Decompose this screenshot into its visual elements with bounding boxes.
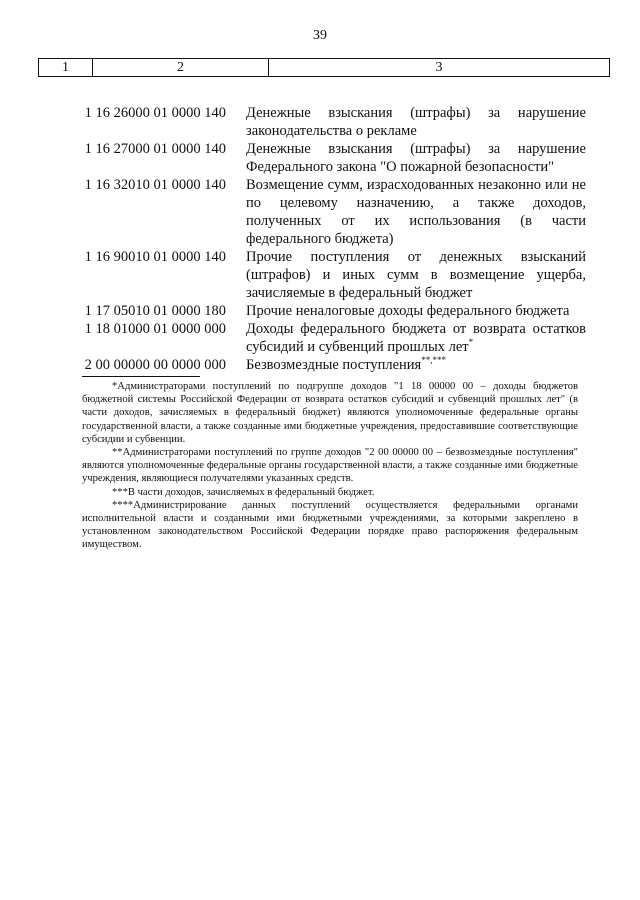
table-row <box>0 356 640 374</box>
revenue-description: Денежные взыскания (штрафы) за нарушение Федерального закона "О пожарной безопасности" <box>246 141 586 175</box>
revenue-code: 2 00 00000 00 0000 000 <box>84 357 226 373</box>
revenue-code: 1 16 32010 01 0000 140 <box>84 177 226 193</box>
revenue-description: Прочие поступления от денежных взысканий (штрафов) и иных сумм в возмещение ущерба, зачисляемые в федеральный бюджет <box>246 249 586 301</box>
footnote: ****Администрирование данных поступлений осуществляется федеральными органами исполнительной власти и созданными ими бюджетными учреждениями, за которыми закреплено в установленном законодательством Российской Федерации порядке право распоряжения федеральным имуществом. <box>82 499 578 551</box>
footnotes <box>82 380 578 552</box>
header-cell-1: 1 <box>39 59 93 77</box>
table-row <box>0 176 640 248</box>
footnote: **Администраторами поступлений по группе доходов "2 00 00000 00 – безвозмездные поступления" являются уполномоченные федеральные органы государственной власти, а также созданные ими бюджетные учреждения, являющиеся получателями указанных средств. <box>82 447 578 485</box>
revenue-description: Безвозмездные поступления**,*** <box>246 355 446 373</box>
revenue-description: Возмещение сумм, израсходованных незаконно или не по целевому назначению, а также доходов, полученных от их использования (в части федерального бюджета) <box>246 177 586 247</box>
revenue-description: Доходы федерального бюджета от возврата остатков субсидий и субвенций прошлых лет* <box>246 321 586 355</box>
table-row <box>0 302 640 320</box>
table-row <box>0 320 640 356</box>
revenue-code: 1 16 27000 01 0000 140 <box>84 141 226 157</box>
revenue-code: 1 17 05010 01 0000 180 <box>84 303 226 319</box>
footnote-mark: **,*** <box>421 355 446 365</box>
column-header-table <box>38 58 610 77</box>
footnote: ***В части доходов, зачисляемых в федеральный бюджет. <box>112 486 375 498</box>
revenue-code: 1 16 90010 01 0000 140 <box>84 249 226 265</box>
table-row <box>0 248 640 302</box>
footnote-divider <box>82 376 200 377</box>
revenue-description: Денежные взыскания (штрафы) за нарушение законодательства о рекламе <box>246 105 586 139</box>
page-number: 39 <box>313 28 327 43</box>
revenue-code-list <box>0 104 640 374</box>
header-cell-2: 2 <box>93 59 269 77</box>
footnote-mark: * <box>468 337 474 347</box>
footnote: *Администраторами поступлений по подгруппе доходов "1 18 00000 00 – доходы бюджетов бюджетной системы Российской Федерации от возврата остатков субсидий и субвенций прошлых лет" (в части доходов, зачисляемых в федеральный бюджет) являются уполномоченные федеральные органы государственной власти, а также созданные ими бюджетные учреждения, предоставившие соответствующие субсидии и субвенции. <box>82 381 578 445</box>
header-cell-3: 3 <box>269 59 610 77</box>
table-row <box>0 104 640 140</box>
revenue-description: Прочие неналоговые доходы федерального бюджета <box>246 303 570 319</box>
revenue-code: 1 16 26000 01 0000 140 <box>84 105 226 121</box>
revenue-code: 1 18 01000 01 0000 000 <box>84 321 226 337</box>
table-row <box>0 140 640 176</box>
